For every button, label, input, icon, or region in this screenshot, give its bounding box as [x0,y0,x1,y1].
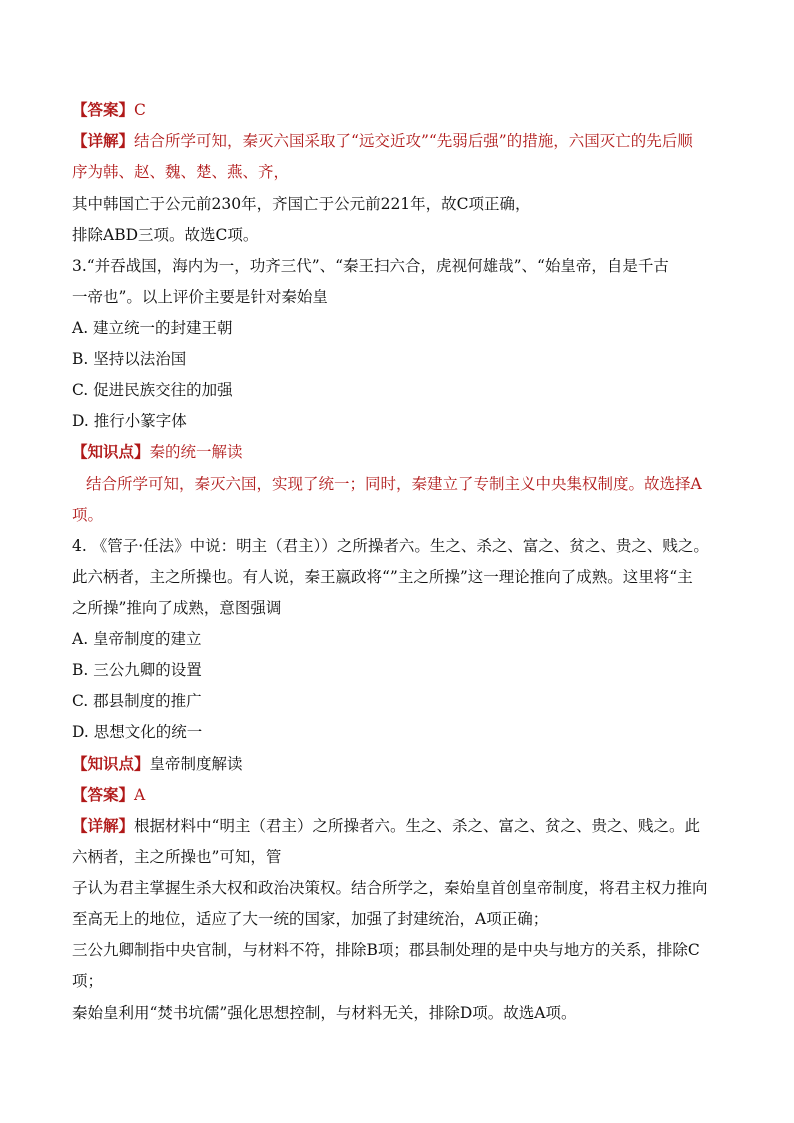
answer-tag: 【答案】 [72,100,135,119]
text-line: 排除ABD三项。故选C项。 [72,226,259,244]
text-line: 至高无上的地位，适应了大一统的国家，加强了封建统治，A项正确； [72,910,549,928]
option-b: B. 三公九卿的设置 [72,661,202,679]
knowledge-point-text: 皇帝制度解读 [149,755,243,773]
knowledge-point-line [72,754,243,774]
explanation-line [72,816,700,836]
option-b: B. 坚持以法治国 [72,350,187,368]
question-4-stem: 此六柄者，主之所操也。有人说，秦王嬴政将“”主之所操”这一理论推向了成熟。这里将“主 [72,568,693,586]
knowledge-point-tag: 【知识点】 [72,754,150,773]
explanation-text: 根据材料中“明主（君主）之所操者六。生之、杀之、富之、贫之、贵之、贱之。此 [134,817,700,835]
text-line: 三公九卿制指中央官制，与材料不符，排除B项；郡县制处理的是中央与地方的关系，排除C [72,941,700,959]
answer-line [72,100,146,120]
option-c: C. 促进民族交往的加强 [72,381,233,399]
explanation-tag: 【详解】 [72,131,135,150]
option-a: A. 皇帝制度的建立 [72,630,202,648]
answer-tag: 【答案】 [72,785,135,804]
text-line: 项； [72,972,104,990]
answer-line [72,785,145,805]
text-line: 其中韩国亡于公元前230年，齐国亡于公元前221年，故C项正确， [72,195,531,213]
text-line: 子认为君主掌握生杀大权和政治决策权。结合所学之，秦始皇首创皇帝制度，将君主权力推向 [72,879,708,897]
knowledge-point-text: 秦的统一解读 [149,443,243,461]
knowledge-point-tag: 【知识点】 [72,442,150,461]
answer-text: A [134,786,146,804]
option-d: D. 推行小篆字体 [72,412,187,430]
question-3-stem: 3.“并吞战国，海内为一，功齐三代”、“秦王扫六合，虎视何雄哉”、“始皇帝，自是千古 [72,257,669,275]
text-line: 六柄者，主之所操也”可知，管 [72,848,282,866]
option-a: A. 建立统一的封建王朝 [72,319,233,337]
question-3-stem: 一帝也”。以上评价主要是针对秦始皇 [72,288,328,306]
question-4-stem: 之所操”推向了成熟，意图强调 [72,599,282,617]
option-c: C. 郡县制度的推广 [72,692,202,710]
explanation-tag: 【详解】 [72,816,135,835]
text-line: 秦始皇利用“焚书坑儒”强化思想控制，与材料无关，排除D项。故选A项。 [72,1004,577,1022]
explanation-text: 结合所学可知，秦灭六国采取了“远交近攻”“先弱后强”的措施，六国灭亡的先后顺 [134,132,693,150]
option-d: D. 思想文化的统一 [72,723,203,741]
knowledge-point-line [72,442,243,462]
text-line: 序为韩、赵、魏、楚、燕、齐， [72,163,290,181]
answer-text: C [134,101,146,119]
explanation-line [72,131,693,151]
explanation-text: 结合所学可知，秦灭六国，实现了统一；同时，秦建立了专制主义中央集权制度。故选择A [86,475,702,493]
question-4-stem: 4. 《管子·任法》中说：明主（君主））之所操者六。生之、杀之、富之、贫之、贵之、贱之。 [72,537,709,555]
explanation-text: 项。 [72,506,104,524]
